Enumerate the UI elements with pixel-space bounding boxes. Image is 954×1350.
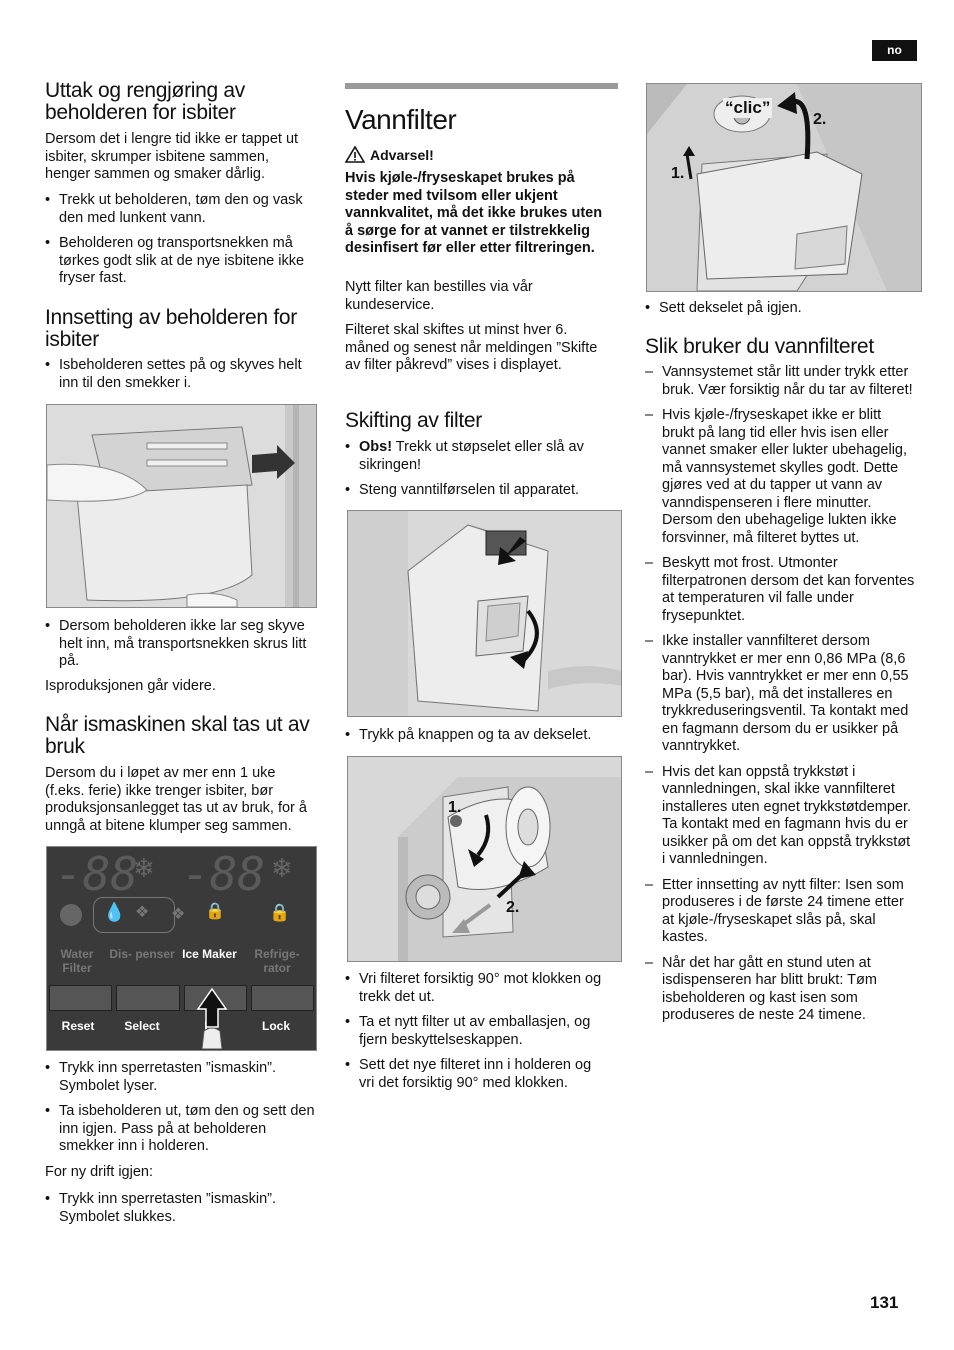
list-item: – Etter innsetting av nytt filter: Isen som produseres i de første 24 timene etter at kjøle-/fryseskapet slås på, skal kastes. [645,877,917,947]
section-rule [345,83,618,89]
disable-bullets [45,1060,320,1156]
list-item: – Når det har gått en stund uten at isdispenseren har blitt brukt: Tøm isbeholderen og kast isen som produseres de neste 24 timene. [645,955,917,1025]
label-dispenser: Dis- penser [109,947,175,961]
filter-indicator-icon [60,904,82,926]
list-item [345,439,607,474]
label-water-filter: Water Filter [60,947,94,975]
list-item: • Trykk på knappen og ta av dekselet. [345,727,607,745]
list-item: • Vri filteret forsiktig 90° mot klokken og trekk det ut. [345,971,607,1006]
warning-header [345,146,434,163]
filter-cover-illustration [348,511,621,716]
usage-list [645,364,917,1025]
filter-change-bullets [345,971,607,1092]
list-item: • Trekk ut beholderen, tøm den og vask den med lunkent vann. [45,192,320,227]
page-title: Vannfilter [345,104,457,135]
reattach-bullets [645,300,915,318]
figure-filter-cover [347,510,622,717]
insert-after-bullets [45,618,320,671]
figure-ice-bucket-insert [46,404,317,608]
reset-button[interactable] [49,985,112,1011]
section-title-insert: Innsetting av beholderen for isbiter [45,306,297,351]
cover-bullets [345,727,607,745]
section-title-usage: Slik bruker du vannfilteret [645,335,874,358]
restart-note: For ny drift igjen: [45,1164,153,1180]
warning-triangle-icon [345,146,365,163]
filter-order-text: Nytt filter kan bestilles via vår kundeservice. [345,279,533,313]
panel-labels [47,947,316,975]
segment-display-1: -88 [55,847,139,901]
label-lock: Lock [261,1019,290,1033]
subsection-title-replace: Skifting av filter [345,409,482,432]
restart-bullets [45,1191,320,1226]
section-title-disable: Når ismaskinen skal tas ut av bruk [45,713,310,758]
figure-filter-rotate [347,756,622,962]
warning-label: Advarsel! [370,146,434,163]
list-item: – Ikke installer vannfilteret dersom vanntrykket er mer enn 0,86 MPa (8,6 bar). Hvis vanntrykket er mer enn 0,55 MPa (5,5 bar), må det installeres en trykkreduseringsventil. Ta kontakt med en fagmann dersom du er usikker på vanntrykket. [645,633,917,756]
removal-bullets [45,192,320,288]
step-label-1: 1. [448,799,462,816]
list-item: • Steng vanntilførselen til apparatet. [345,482,607,500]
pointing-finger-icon [192,987,232,1049]
panel-button-labels [47,1019,316,1033]
label-select: Select [124,1019,160,1033]
ice-cubes-icon: ❖ [135,904,150,921]
cover-reattach-illustration [647,84,921,291]
lock-button[interactable] [251,985,314,1011]
panel-button-row [47,985,316,1011]
figure-control-panel [46,846,317,1051]
label-ice-maker: Ice Maker [182,947,237,961]
list-item: • Beholderen og transportsnekken må tørkes godt slik at de nye isbitene ikke fryser fast. [45,235,320,288]
warning-text: Hvis kjøle-/fryseskapet brukes på steder med tvilsom eller ukjent vannkvalitet, må det ikke brukes uten å sørge for at vannet er tilstrekkelig desinfisert før eller etter filtreringen. [345,170,603,256]
list-item: • Trykk inn sperretasten ”ismaskin”. Symbolet slukkes. [45,1191,320,1226]
page-number: 131 [870,1293,899,1312]
insert-bullets [45,357,320,392]
language-tab: no [872,40,917,61]
select-button[interactable] [116,985,179,1011]
figure-cover-reattach [646,83,922,292]
crushed-ice-icon: ❖ [171,906,186,923]
snowflake-icon: ❄ [271,853,293,883]
list-item: • Sett dekselet på igjen. [645,300,915,318]
list-item: • Isbeholderen settes på og skyves helt inn til den smekker i. [45,357,320,392]
list-item: – Hvis kjøle-/fryseskapet ikke er blitt brukt på lang tid eller hvis isen eller vannet smaker eller lukter ubehagelig, må vannsystemet skylles godt. Dette gjøres ved at du tapper ut vann av vanndispenseren i flere minutter. Dersom den ubehagelige lukten ikke forsvinner, må filteret byttes ut. [645,407,917,547]
obs-label: Obs! [359,439,393,455]
water-drop-icon: 💧 [103,902,126,922]
step-label-1: 1. [671,165,685,182]
step-label-2: 2. [506,899,520,916]
list-item: • Ta isbeholderen ut, tøm den og sett den inn igjen. Pass på at beholderen smekker inn i holderen. [45,1103,320,1156]
list-item: – Hvis det kan oppstå trykkstøt i vannledningen, skal ikke vannfilteret installeres uten egnet trykkstøtdemper. Ta kontakt med en fagmann hvis du er usikker på om det kan oppstå trykkstøt i vannledningen. [645,764,917,869]
disable-intro: Dersom du i løpet av mer enn 1 uke (f.eks. ferie) ikke trenger isbiter, bør produksjonsanlegget tas ut av bruk, for å unngå at bitene klumper seg sammen. [45,765,307,834]
snowflake-icon: ❄ [133,853,155,883]
list-item: – Vannsystemet står litt under trykk etter bruk. Vær forsiktig når du tar av filteret! [645,364,917,399]
label-reset: Reset [61,1019,95,1033]
obs-text: Trekk ut støpselet eller slå av sikringen! [359,439,584,473]
clic-label: “clic” [725,98,771,117]
list-item: • Trykk inn sperretasten ”ismaskin”. Symbolet lyser. [45,1060,320,1095]
ice-maker-lock-icon: 🔒 [205,903,225,920]
list-item: • Dersom beholderen ikke lar seg skyve helt inn, må transportsnekken skrus litt på. [45,618,320,671]
insert-note: Isproduksjonen går videre. [45,678,216,694]
step-label-2: 2. [813,111,827,128]
removal-intro: Dersom det i lengre tid ikke er tappet ut isbiter, skrumper isbitene sammen, henger sammen og smaker dårlig. [45,131,299,182]
list-item: • Sett det nye filteret inn i holderen og vri det forsiktig 90° med klokken. [345,1057,607,1092]
filter-interval-text: Filteret skal skiftes ut minst hver 6. måned og senest når meldingen ”Skifte av filter påkrevd” vises i displayet. [345,322,598,373]
lock-icon: 🔒 [269,903,291,922]
filter-rotate-illustration [348,757,621,961]
replace-bullets [345,439,607,500]
ice-bucket-illustration [47,405,316,607]
segment-display-2: -88 [182,847,266,901]
list-item: • Ta et nytt filter ut av emballasjen, og fjern beskyttelseskappen. [345,1014,607,1049]
list-item: – Beskytt mot frost. Utmonter filterpatronen dersom det kan forventes at temperaturen vil falle under frysepunktet. [645,555,917,625]
label-refrigerator: Refrige- rator [254,947,300,975]
section-title-removal: Uttak og rengjøring av beholderen for isbiter [45,79,245,124]
